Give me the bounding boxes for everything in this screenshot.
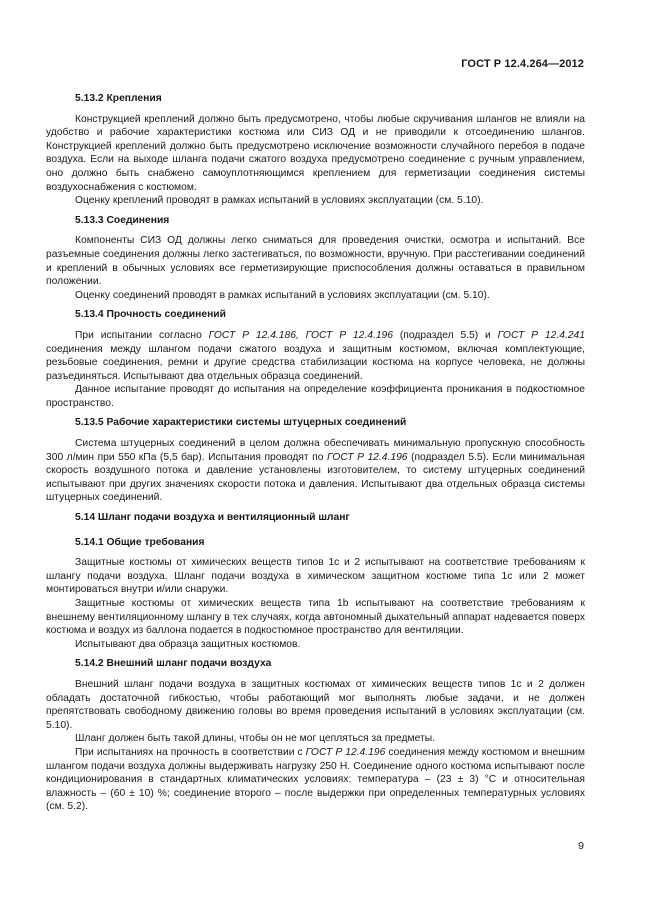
section-5-14-2-paragraph-1: Внешний шланг подачи воздуха в защитных костюмах от химических веществ типов 1c и 2 должен обладать достаточной гибкостью, чтобы работающий мог выполнять любые задачи, и не должен препятствовать свободному движению головы во время проведения испытаний в условиях эксплуатации (см. 5.10). [46, 678, 585, 731]
section-5-13-3-paragraph-2: Оценку соединений проводят в рамках испытаний в условиях эксплуатации (см. 5.10). [75, 289, 490, 301]
document-body [46, 92, 585, 814]
standard-header: ГОСТ Р 12.4.264—2012 [461, 58, 584, 70]
section-5-13-5-title: 5.13.5 Рабочие характеристики системы штуцерных соединений [75, 417, 407, 429]
section-5-14-2-paragraph-2: Шланг должен быть такой длины, чтобы он не мог цепляться за предметы. [75, 733, 435, 745]
section-5-13-2-paragraph-2: Оценку креплений проводят в рамках испытаний в условиях эксплуатации (см. 5.10). [75, 195, 484, 207]
section-5-13-3-paragraph-1: Компоненты СИЗ ОД должны легко сниматься для проведения очистки, осмотра и испытаний. Все разъемные соединения должны легко застегиваться, по возможности, вручную. При расстегивании соединений и креплений в обычных условиях все герметизирующие приспособления должны оставаться в правильном положении. [46, 235, 585, 288]
standard-reference: ГОСТ Р 12.4.186, ГОСТ Р 12.4.196 [208, 329, 393, 341]
section-5-13-4-paragraph-1: При испытании согласно ГОСТ Р 12.4.186, ГОСТ Р 12.4.196 (подраздел 5.5) и ГОСТ Р 12.4.241 соединения между шлангом подачи сжатого воздуха и защитным костюмом, включая комплектующие, резьбовые соединения, ремни и другие средства стабилизации костюма на корпусе человека, не должны разъединяться. Испытывают два отдельных образца соединений. [46, 329, 585, 382]
section-5-14-title: 5.14 Шланг подачи воздуха и вентиляционный шланг [75, 512, 350, 524]
section-5-14-1-paragraph-3: Испытывают два образца защитных костюмов. [75, 638, 301, 650]
section-5-13-4-title: 5.13.4 Прочность соединений [75, 309, 226, 321]
page-number: 9 [578, 840, 584, 852]
section-5-13-4-paragraph-2: Данное испытание проводят до испытания на определение коэффициента проникания в подкостюмное пространство. [46, 384, 585, 409]
section-5-14-1-paragraph-2: Защитные костюмы от химических веществ типа 1b испытывают на соответствие требованиям к внешнему вентиляционному шлангу в тех случаях, когда автономный дыхательный аппарат надевается поверх костюма и воздух из баллона подается в подкостюмное пространство для вентиляции. [46, 598, 585, 637]
section-5-14-2-paragraph-3: При испытаниях на прочность в соответствии с ГОСТ Р 12.4.196 соединения между костюмом и внешним шлангом подачи воздуха должны выдерживать нагрузку 250 Н. Соединение одного костюма испытывают после кондиционирования в стандартных климатических условиях: температура – (23 ± 3) °С и относительная влажность – (60 ± 10) %; соединение второго – после выдержки при определенных температурных условиях (см. 5.2). [46, 746, 585, 813]
section-5-13-5-paragraph-1: Система штуцерных соединений в целом должна обеспечивать минимальную пропускную способность 300 л/мин при 550 кПа (5,5 бар). Испытания проводят по ГОСТ Р 12.4.196 (подраздел 5.5). Если минимальная скорость воздушного потока и давление установлены изготовителем, то систему штуцерных соединений испытывают при других значениях скорости потока и давления. Испытывают два отдельных образца системы штуцерных соединений. [46, 438, 585, 504]
standard-reference: ГОСТ Р 12.4.196 [305, 746, 386, 758]
standard-reference: ГОСТ Р 12.4.241 [497, 329, 585, 341]
section-5-13-2-paragraph-1: Конструкцией креплений должно быть предусмотрено, чтобы любые скручивания шлангов не влияли на удобство и рабочие характеристики костюма или СИЗ ОД и не приводили к отсоединению шлангов. Конструкцией креплений должно быть предусмотрено исключение возможности случайного перебоя в подаче воздуха. Если на выходе шланга подачи сжатого воздуха предусмотрено соединение с ручным управлением, оно должно быть снабжено самоуплотняющимся креплением для герметизации соединения системы воздухоснабжения с костюмом. [46, 113, 585, 193]
standard-reference: ГОСТ Р 12.4.196 [326, 451, 408, 463]
section-5-13-3-title: 5.13.3 Соединения [75, 214, 170, 226]
section-5-14-2-title: 5.14.2 Внешний шланг подачи воздуха [75, 658, 272, 670]
section-5-14-1-title: 5.14.1 Общие требования [75, 536, 205, 548]
section-5-13-2-title: 5.13.2 Крепления [75, 93, 162, 104]
section-5-14-1-paragraph-1: Защитные костюмы от химических веществ типов 1c и 2 испытывают на соответствие требованиям к шлангу подачи воздуха. Шланг подачи воздуха в химическом защитном костюме типа 1c или 2 может монтироваться внутри и/или снаружи. [46, 557, 585, 596]
